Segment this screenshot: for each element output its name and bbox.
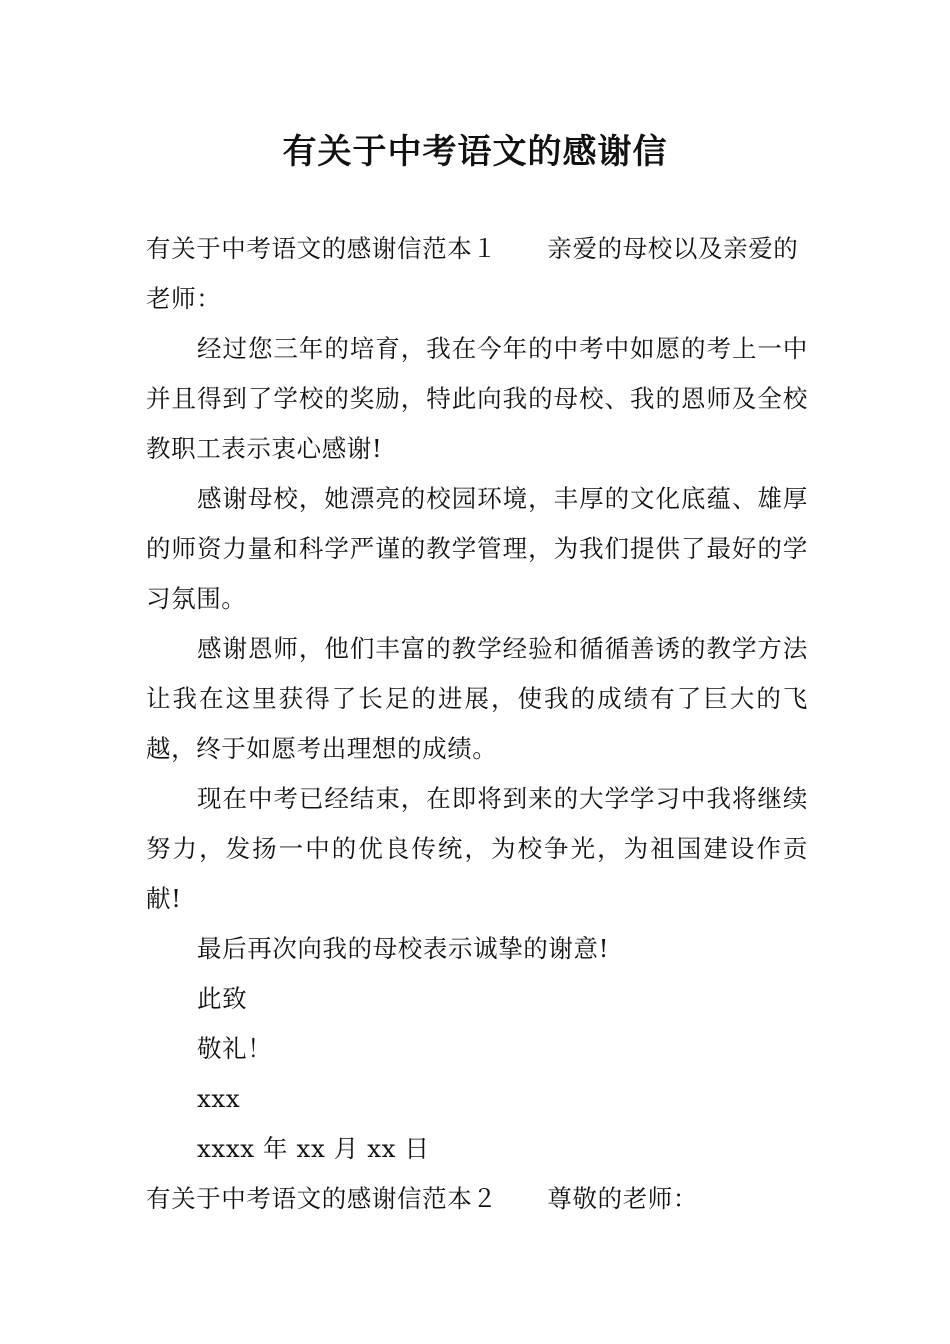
- closing-line-2: 敬礼！: [197, 1034, 273, 1063]
- date-line: xxxx 年 xx 月 xx 日: [197, 1134, 430, 1163]
- sample1-heading-line: [146, 224, 808, 274]
- paragraph: 感谢恩师，他们丰富的教学经验和循循善诱的教学方法让我在这里获得了长足的进展，使我的成绩有了巨大的飞越，终于如愿考出理想的成绩。: [146, 634, 808, 763]
- sample2-heading: 有关于中考语文的感谢信范本２: [146, 1184, 498, 1213]
- sample2-salutation: 尊敬的老师：: [547, 1184, 699, 1213]
- document-body: [146, 224, 808, 1224]
- sample2-heading-line: [146, 1174, 808, 1224]
- paragraph: 感谢母校，她漂亮的校园环境，丰厚的文化底蕴、雄厚的师资力量和科学严谨的教学管理，为我们提供了最好的学习氛围。: [146, 484, 808, 613]
- paragraph: 最后再次向我的母校表示诚挚的谢意!: [197, 934, 610, 963]
- signature: xxx: [197, 1084, 241, 1113]
- paragraph: 经过您三年的培育，我在今年的中考中如愿的考上一中并且得到了学校的奖励，特此向我的母校、我的恩师及全校教职工表示衷心感谢!: [146, 334, 808, 463]
- document-title: 有关于中考语文的感谢信: [282, 132, 668, 172]
- sample1-salutation: 亲爱的母校以及亲爱的: [547, 234, 799, 263]
- sample1-heading: 有关于中考语文的感谢信范本１: [146, 234, 498, 263]
- paragraph: 现在中考已经结束，在即将到来的大学学习中我将继续努力，发扬一中的优良传统，为校争光，为祖国建设作贡献!: [146, 784, 808, 913]
- sample1-salutation-cont: 老师：: [146, 284, 222, 313]
- closing-line-1: 此致: [197, 984, 248, 1013]
